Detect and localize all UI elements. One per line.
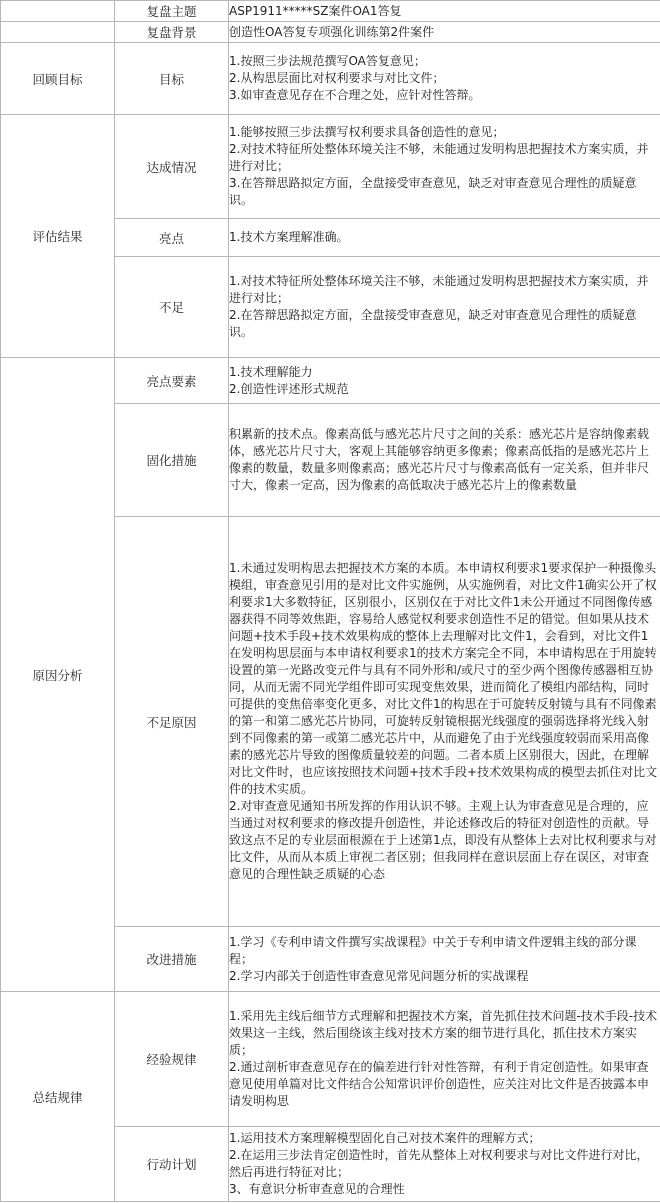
row-label: 复盘背景: [115, 22, 229, 43]
table-row: [1, 43, 660, 115]
content-line: 2.在运用三步法肯定创造性时，首先从整体上对权利要求与对比文件进行对比，然后再进行特征对比；: [229, 1148, 649, 1179]
item-content: [229, 43, 660, 115]
table-row: [1, 1, 660, 22]
item-content: [229, 1127, 660, 1202]
content-line: 1.技术理解能力: [229, 364, 313, 379]
item-label: 不足: [115, 257, 229, 358]
table-row: [1, 115, 660, 219]
content-line: 2.对技术特征所处整体环境关注不够，未能通过发明构思把握技术方案实质，并进行对比；: [229, 142, 649, 173]
content-line: 1.学习《专利申请文件撰写实战课程》中关于专利申请文件逻辑主线的部分课程；: [229, 934, 637, 966]
item-label: 目标: [115, 43, 229, 115]
item-label: 亮点: [115, 219, 229, 257]
content-line: 3.在答辩思路拟定方面，全盘接受审查意见，缺乏对审查意见合理性的质疑意识。: [229, 176, 637, 207]
item-content: [229, 404, 660, 517]
item-label: 经验规律: [115, 992, 229, 1127]
section-title: 原因分析: [1, 358, 115, 992]
item-label: 行动计划: [115, 1127, 229, 1202]
content-line: 2.对审查意见通知书所发挥的作用认识不够。主观上认为审查意见是合理的，应当通过对权利要求的修改提升创造性，并论述修改后的特征对创造性的贡献。导致这点不足的专业层面根源在于上述第1点，即没有从整体上去对比权利要求与对比文件，从而从本质上审视二者区别；但我同样在意识层面上存在误区，对审查意见的合理性缺乏质疑的心态: [229, 799, 657, 881]
item-content: [229, 992, 660, 1127]
section-title: 总结规律: [1, 992, 115, 1202]
item-content: [229, 219, 660, 257]
content-line: 2.创造性评述形式规范: [229, 381, 349, 396]
content-line: 2.从构思层面比对权利要求与对比文件；: [229, 71, 445, 85]
content-line: 1.运用技术方案理解模型固化自己对技术案件的理解方式；: [229, 1131, 541, 1145]
content-line: 1.采用先主线后细节方式理解和把握技术方案，首先抓住技术问题-技术手段-技术效果这一主线，然后围绕该主线对技术方案的细节进行具化，抓住技术方案实质；: [229, 1009, 658, 1057]
section-title: 评估结果: [1, 115, 115, 358]
item-content: [229, 257, 660, 358]
content-line: 1.按照三步法规范撰写OA答复意见；: [229, 54, 426, 68]
content-line: 1.能够按照三步法撰写权利要求具备创造性的意见；: [229, 125, 505, 139]
item-label: 亮点要素: [115, 358, 229, 404]
item-content: [229, 927, 660, 992]
table-row: [1, 992, 660, 1127]
item-label: 固化措施: [115, 404, 229, 517]
content-line: 1.未通过发明构思去把握技术方案的本质。本申请权利要求1要求保护一种摄像头模组，审查意见引用的是对比文件实施例，从实施例看，对比文件1确实公开了权利要求1大多数特征，区别很小，区别仅在于对比文件1未公开通过不同图像传感器获得不同等效焦距，容易给人感觉权利要求创造性不足的错觉。但如果从技术问题+技术手段+技术效果构成的整体上去理解对比文件1，会看到，对比文件1在发明构思层面与本申请权利要求1的技术方案完全不同，本申请构思在于用旋转设置的第一光路改变元件与具有不同外形和/或尺寸的至少两个图像传感器相互协同，从而无需不同光学组件即可实现变焦效果，进而简化了模组内部结构，同时可提供的变焦倍率变化更多，对比文件1的构思在于可旋转反射镜与具有不同像素的第一和第二感光芯片协同，可旋转反射镜根据光线强度的强弱选择将光线入射到不同像素的第一或第二感光芯片中，从而避免了由于光线强度较弱而采用高像素的感光芯片导致的图像质量较差的问题。二者本质上区别很大，因此，在理解对比文件时，也应该按照技术问题+技术手段+技术效果构成的模型去抓住对比文件的技术实质。: [229, 561, 658, 796]
item-label: 达成情况: [115, 115, 229, 219]
item-content: [229, 115, 660, 219]
content-line: 3、有意识分析审查意见的合理性: [229, 1182, 405, 1196]
table-row: [1, 22, 660, 43]
row-label: 复盘主题: [115, 1, 229, 22]
item-content: [229, 358, 660, 404]
content-line: 2.在答辩思路拟定方面，全盘接受审查意见，缺乏对审查意见合理性的质疑意识。: [229, 308, 637, 339]
content-line: 1.技术方案理解准确。: [229, 230, 349, 244]
row-value: 创造性OA答复专项强化训练第2件案件: [229, 22, 660, 43]
item-content: [229, 517, 660, 927]
content-line: 2.学习内部关于创造性审查意见常见问题分析的实战课程: [229, 968, 529, 983]
item-label: 不足原因: [115, 517, 229, 927]
content-line: 2.通过剖析审查意见存在的偏差进行针对性答辩，有利于肯定创造性。如果审查意见使用单篇对比文件结合公知常识评价创造性，应关注对比文件是否披露本申请发明构思: [229, 1060, 650, 1108]
content-line: 1.对技术特征所处整体环境关注不够，未能通过发明构思把握技术方案实质，并进行对比；: [229, 274, 649, 305]
content-line: 积累新的技术点。像素高低与感光芯片尺寸之间的关系：感光芯片是容纳像素载体，感光芯片尺寸大，客观上其能够容纳更多像素；像素高低指的是感光芯片上像素的数量，数量多则像素高；感光芯片尺寸与像素高低有一定关系，但并非尺寸大，像素一定高，因为像素的高低取决于感光芯片上的像素数量: [229, 427, 650, 492]
row-value: ASP1911*****SZ案件OA1答复: [229, 1, 660, 22]
section-title: 回顾目标: [1, 43, 115, 115]
item-label: 改进措施: [115, 927, 229, 992]
table-row: [1, 358, 660, 404]
content-line: 3.如审查意见存在不合理之处，应针对性答辩。: [229, 88, 481, 102]
